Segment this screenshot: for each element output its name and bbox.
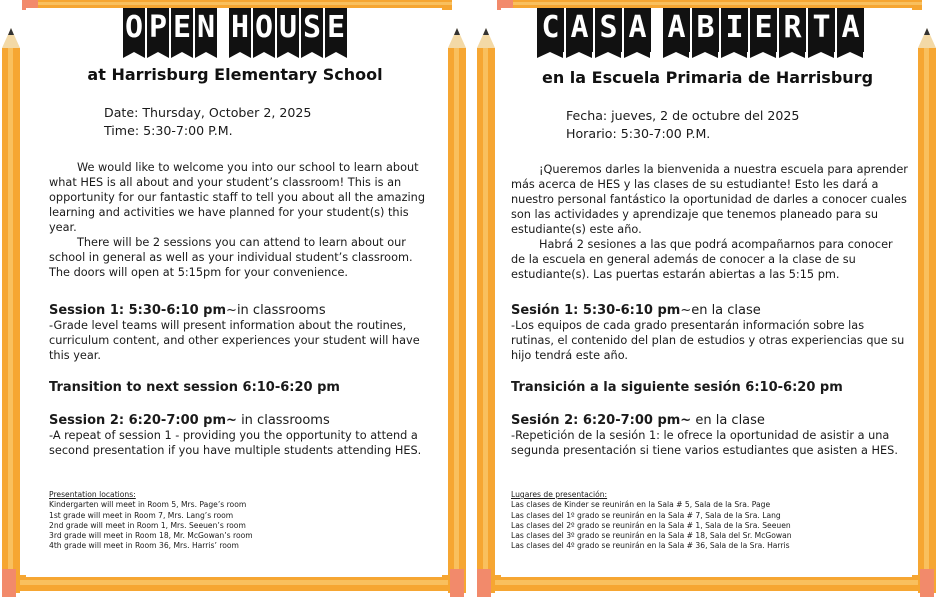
intro-paragraph-2: There will be 2 sessions you can attend to learn about our school in general as well as your individual student’s classroom. The doors will open at 5:15pm for your convenience. [49,236,413,279]
session-1-time: Session 1: 5:30-6:10 pm [49,303,227,318]
session-2-location: en la clase [691,413,765,428]
event-date: Fecha: jueves, 2 de octubre del 2025 [566,108,800,123]
title-letter-flag: S [595,8,622,52]
title-letter-flag: A [837,8,864,52]
location-item: 2nd grade will meet in Room 1, Mrs. Seeuen’s room [49,520,246,530]
title-letter-flag: O [123,8,145,52]
session-1-heading [49,303,434,318]
title-letter-flag: P [147,8,169,52]
title-banner [537,8,874,52]
session-2-heading [49,413,434,428]
location-item: Las clases del 3º grado se reunirán en la Sala # 18, Sala del Sr. McGowan [511,531,792,541]
locations-title: Presentation locations: [49,490,136,499]
title-letter-flag: R [779,8,806,52]
title-letter-flag: T [808,8,835,52]
subtitle: en la Escuela Primaria de Harrisburg [541,68,874,87]
session-2 [49,413,434,458]
title-word-1 [123,8,217,52]
session-1 [511,303,908,363]
title-letter-flag: A [663,8,690,52]
title-banner [123,8,357,52]
session-1-description: -Grade level teams will present information about the routines, curriculum content, and other experiences your student will have this year. [49,319,420,362]
title-letter-flag: E [171,8,193,52]
intro-paragraph-2: Habrá 2 sesiones a las que podrá acompañarnos para conocer de la escuela en general además de conocer a la clase de su estudiante(s). Las puertas estarán abiertas a las 5:15 pm. [511,238,893,281]
event-datetime [104,104,434,140]
title-letter-flag: A [566,8,593,52]
title-letter-flag: N [195,8,217,52]
session-1-description: -Los equipos de cada grado presentarán información sobre las rutinas, el contenido del plan de estudios y otras experiencias que su hijo tendrá este año. [511,319,905,362]
location-item: Kindergarten will meet in Room 5, Mrs. Page’s room [49,500,247,510]
pencil-tip-icon [448,28,466,48]
title-letter-flag: B [692,8,719,52]
title-letter-flag: A [624,8,651,52]
title-letter-flag: O [253,8,275,52]
location-item: 3rd grade will meet in Room 18, Mr. McGowan’s room [49,531,253,541]
session-1-heading [511,303,908,318]
session-2-time: Session 2: 6:20-7:00 pm~ [49,413,237,428]
session-2-heading [511,413,908,428]
presentation-locations [511,490,908,552]
title-letter-flag: E [325,8,347,52]
session-2-time: Sesión 2: 6:20-7:00 pm~ [511,413,692,428]
session-2-location: in classrooms [236,413,330,428]
pencil-bottom [14,575,456,591]
location-item: Las clases del 1º grado se reunirán en la Sala # 7, Sala de la Sra. Lang [511,510,781,520]
title-letter-flag: I [721,8,748,52]
pencil-left [477,48,495,593]
session-2-description: -Repetición de la sesión 1: le ofrece la oportunidad de asistir a una segunda presentación si tiene varios estudiantes que asisten a HES. [511,429,898,457]
pencil-tip-icon [2,28,20,48]
subtitle: at Harrisburg Elementary School [87,65,383,84]
presentation-locations [49,490,434,552]
pencil-right [918,48,936,593]
intro-section [49,160,434,280]
eraser-icon [477,569,491,597]
title-letter-flag: C [537,8,564,52]
pencil-bottom [489,575,926,591]
location-item: Las clases de Kinder se reunirán en la Sala # 5, Sala de la Sra. Page [511,500,771,510]
session-1 [49,303,434,363]
intro-section [511,162,908,282]
pencil-tip-icon [918,28,936,48]
location-item: 4th grade will meet in Room 36, Mrs. Harris’ room [49,541,239,551]
title-word-1 [537,8,651,52]
pencil-tip-icon [477,28,495,48]
intro-paragraph-1: We would like to welcome you into our school to learn about what HES is all about and your student’s classroom! This is an opportunity for our fantastic staff to tell you about all the amazing learning and activities we have planned for your student(s) this year. [49,161,425,234]
location-item: Las clases del 2º grado se reunirán en la Sala # 1, Sala de la Sra. Seeuen [511,520,791,530]
eraser-icon [920,569,934,597]
eraser-icon [2,569,16,597]
session-2 [511,413,908,458]
title-letter-flag: U [277,8,299,52]
location-item: 1st grade will meet in Room 7, Mrs. Lang’s room [49,510,234,520]
session-1-location: ~en la clase [680,303,761,318]
event-datetime [566,107,908,143]
transition-heading: Transition to next session 6:10-6:20 pm [49,380,340,395]
event-time: Time: 5:30-7:00 P.M. [104,123,233,138]
flyer-spanish [475,0,940,607]
event-date: Date: Thursday, October 2, 2025 [104,105,312,120]
intro-paragraph-1: ¡Queremos darles la bienvenida a nuestra escuela para aprender más acerca de HES y las clases de su estudiante! Esto les dará a nuestro personal fantástico la oportunidad de darles a conocer cuales son las actividades y aprendizaje que tenemos planeado para su estudiante(s) este año. [511,163,908,236]
location-item: Las clases del 4º grado se reunirán en la Sala # 36, Sala de la Sra. Harris [511,541,790,551]
title-letter-flag: S [301,8,323,52]
title-word-2 [229,8,347,52]
locations-title: Lugares de presentación: [511,490,608,499]
event-time: Horario: 5:30-7:00 P.M. [566,126,711,141]
pencil-right [448,48,466,593]
pencil-left [2,48,20,593]
session-2-description: -A repeat of session 1 - providing you the opportunity to attend a second presentation if you have multiple students attending HES. [49,429,422,457]
transition-heading: Transición a la siguiente sesión 6:10-6:20 pm [511,380,843,395]
title-letter-flag: H [229,8,251,52]
session-1-time: Sesión 1: 5:30-6:10 pm [511,303,681,318]
session-1-location: ~in classrooms [226,303,326,318]
title-word-2 [663,8,864,52]
eraser-icon [450,569,464,597]
title-letter-flag: E [750,8,777,52]
